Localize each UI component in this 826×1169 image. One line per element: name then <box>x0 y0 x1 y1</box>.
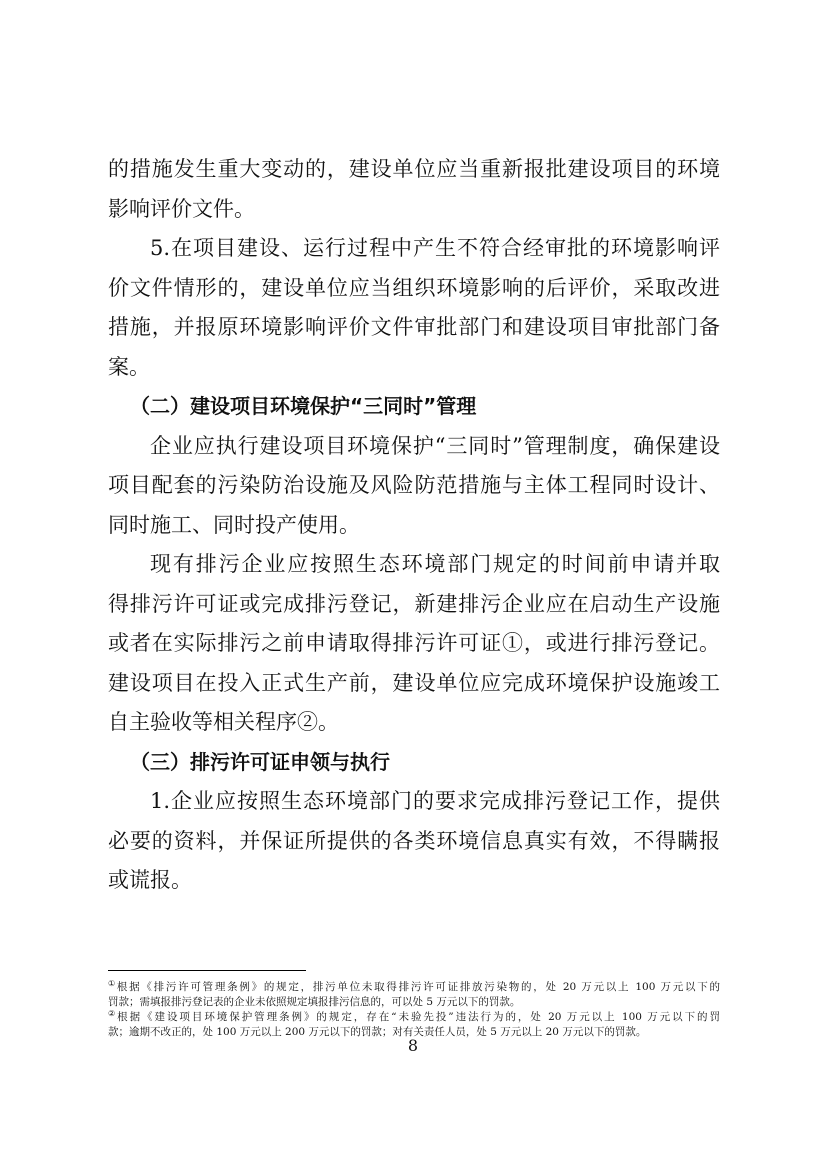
text-line: 项目配套的污染防治设施及风险防范措施与主体工程同时设计、 <box>108 473 720 497</box>
text-line: 同时施工、同时投产使用。 <box>108 512 360 537</box>
section-heading: （二）建设项目环境保护“三同时”管理 <box>130 394 477 418</box>
paragraph <box>108 229 720 387</box>
footnote-divider <box>108 970 306 971</box>
paragraph <box>108 427 720 546</box>
text-line: 或谎报。 <box>108 868 192 892</box>
paragraph <box>108 545 720 743</box>
text-line: 案。 <box>108 354 150 379</box>
text-line: 自主验收等相关程序②。 <box>108 710 339 734</box>
footnote-line <box>108 980 720 995</box>
page-number: 8 <box>407 1036 419 1055</box>
text-line: 影响评价文件。 <box>108 196 255 221</box>
text-line: 或者在实际排污之前申请取得排污许可证①，或进行排污登记。 <box>108 631 720 655</box>
footnote-mark: ① <box>108 979 117 988</box>
footnote <box>108 980 720 1010</box>
footnote-text: 款；逾期不改正的，处 100 万元以上 200 万元以下的罚款；对有关责任人员，处 5 万元以上 20 万元以下的罚款。 <box>108 1026 647 1038</box>
section-heading: （三）排污许可证申领与执行 <box>130 749 390 774</box>
text-line: 现有排污企业应按照生态环境部门规定的时间前申请并取 <box>150 552 720 576</box>
text-line: 1.企业应按照生态环境部门的要求完成排污登记工作，提供 <box>150 789 720 813</box>
footnote-text: 根据《建设项目环境保护管理条例》的规定，存在“未验先投”违法行为的，处 20 万元以上 100 万元以下的罚 <box>117 1011 720 1023</box>
footnote-text: 罚款；需填报排污登记表的企业未依照规定填报排污信息的，可以处 5 万元以下的罚款。 <box>108 996 521 1008</box>
footnote-line <box>108 995 720 1010</box>
footnotes <box>108 980 720 1040</box>
text-line: 建设项目在投入正式生产前，建设单位应完成环境保护设施竣工 <box>108 670 720 695</box>
paragraph <box>108 150 720 229</box>
footnote-text: 根据《排污许可管理条例》的规定，排污单位未取得排污许可证排放污染物的，处 20 万元以上 100 万元以下的 <box>116 981 720 993</box>
text-line: 必要的资料，并保证所提供的各类环境信息真实有效，不得瞒报 <box>108 828 720 853</box>
paragraph <box>108 782 720 901</box>
text-line: 5.在项目建设、运行过程中产生不符合经审批的环境影响评 <box>150 236 720 260</box>
text-line: 价文件情形的，建设单位应当组织环境影响的后评价，采取改进 <box>108 275 720 300</box>
body-text <box>108 150 720 901</box>
text-line: 企业应执行建设项目环境保护“三同时”管理制度，确保建设 <box>150 433 720 458</box>
footnote-mark: ② <box>108 1009 118 1018</box>
footnote-line <box>108 1010 720 1025</box>
text-line: 得排污许可证或完成排污登记，新建排污企业应在启动生产设施 <box>108 591 720 616</box>
text-line: 的措施发生重大变动的，建设单位应当重新报批建设项目的环境 <box>108 157 720 181</box>
text-line: 措施，并报原环境影响评价文件审批部门和建设项目审批部门备 <box>108 315 720 339</box>
